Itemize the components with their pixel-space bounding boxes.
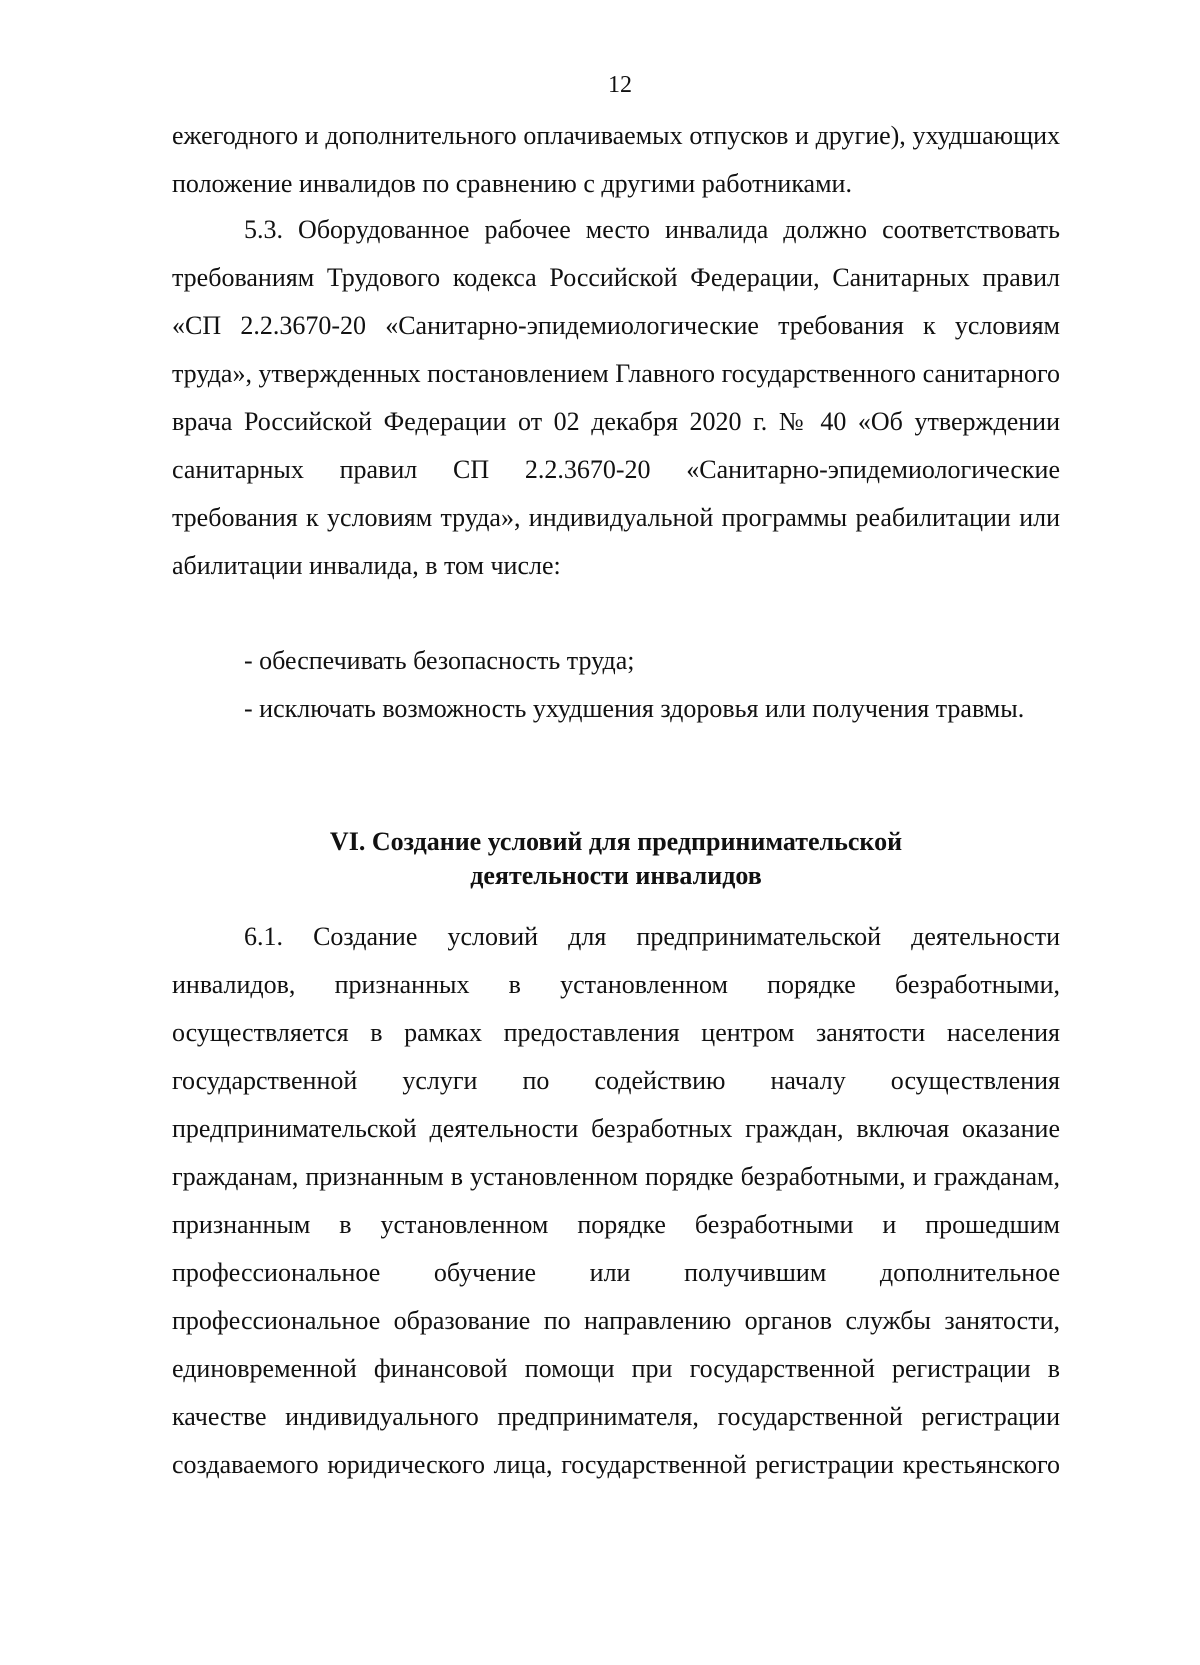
list-item-health: - исключать возможность ухудшения здоровья или получения травмы.: [244, 694, 1025, 723]
section-heading-line-1: VI. Создание условий для предпринимательской: [329, 827, 903, 856]
section-heading-line-2: деятельности инвалидов: [470, 861, 762, 890]
list-item-safety: - обеспечивать безопасность труда;: [244, 646, 635, 675]
page-number: 12: [608, 72, 632, 98]
paragraph-5-3: 5.3. Оборудованное рабочее место инвалида должно соответствовать требованиям Трудового кодекса Российской Федерации, Санитарных правил «СП 2.2.3670-20 «Санитарно-эпидемиологические требования к условиям труда», утвержденных постановлением Главного государственного санитарного врача Российской Федерации от 02 декабря 2020 г. № 40 «Об утверждении санитарных правил СП 2.2.3670-20 «Санитарно-эпидемиологические требования к условиям труда», индивидуальной программы реабилитации или абилитации инвалида, в том числе:: [172, 215, 1060, 580]
paragraph-6-1: 6.1. Создание условий для предпринимательской деятельности инвалидов, признанных в установленном порядке безработными, осуществляется в рамках предоставления центром занятости населения государственной услуги по содействию началу осуществления предпринимательской деятельности безработных граждан, включая оказание гражданам, признанным в установленном порядке безработными, и гражданам, признанным в установленном порядке безработными и прошедшим профессиональное обучение или получившим дополнительное профессиональное образование по направлению органов службы занятости, единовременной финансовой помощи при государственной регистрации в качестве индивидуального предпринимателя, государственной регистрации создаваемого юридического лица, государственной регистрации крестьянского: [172, 922, 1060, 1479]
section-heading: [172, 825, 1060, 893]
paragraph-continuation: ежегодного и дополнительного оплачиваемых отпусков и другие), ухудшающих положение инвалидов по сравнению с другими работниками.: [172, 121, 1060, 198]
